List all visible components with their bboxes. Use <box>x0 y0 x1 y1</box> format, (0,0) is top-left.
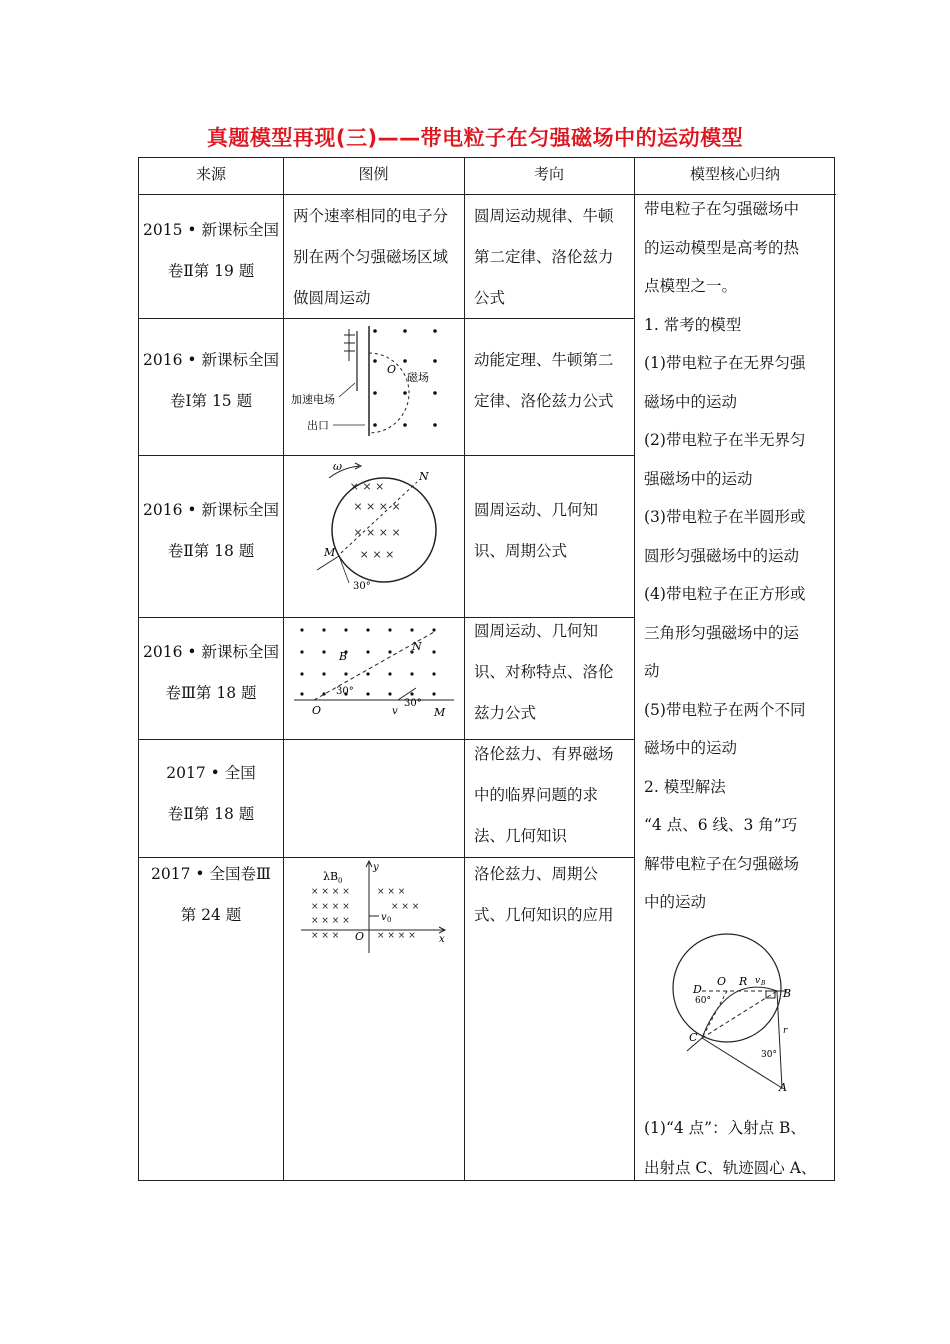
figure-accelerator <box>289 321 459 451</box>
accel-field-label: 磁场 <box>407 371 429 384</box>
svg-text:v: v <box>755 976 761 986</box>
accel-electric-label: 加速电场 <box>291 393 335 406</box>
svg-text:M: M <box>434 706 446 719</box>
svg-text:× × × ×: × × × × <box>353 500 401 513</box>
row1-source: 2015 • 新课标全国卷Ⅱ第 19 题 <box>143 221 279 280</box>
svg-text:A: A <box>779 1081 787 1093</box>
svg-text:30°: 30° <box>404 698 422 709</box>
row6-source: 2017 • 全国卷Ⅲ第 24 题 <box>151 865 271 924</box>
svg-text:M: M <box>324 546 336 559</box>
svg-text:B: B <box>339 650 348 663</box>
svg-text:λB: λB <box>323 870 339 883</box>
svg-text:x: x <box>439 934 445 945</box>
row3-topic: 圆周运动、几何知识、周期公式 <box>474 501 599 560</box>
summary-tail: (1)“4 点”：入射点 B、 出射点 C、轨迹圆心 A、 <box>644 1119 817 1177</box>
svg-text:× × ×: × × × <box>311 931 340 941</box>
svg-text:B: B <box>783 987 792 1000</box>
figure-four-points <box>667 933 812 1093</box>
svg-text:0: 0 <box>387 916 392 924</box>
header-topic: 考向 <box>533 165 564 183</box>
summary-text: 带电粒子在匀强磁场中 的运动模型是高考的热 点模型之一。 1. 常考的模型 (1)带电粒子在无界匀强 磁场中的运动 (2)带电粒子在半无界匀 强磁场中的运动 (3)带电粒子在半圆形或 圆形匀强磁场中的运动 (4)带电粒子在正方形或 三角形匀强磁场中的运 动 (5)带电粒子在两个不同 磁场中的运动 2. 模型解法 “4 点、6 线、3 角”巧 解带电粒子在匀强磁场 中的运动 <box>644 200 806 911</box>
svg-text:N: N <box>412 640 422 653</box>
svg-text:× × ×: × × × <box>391 902 420 912</box>
svg-text:60°: 60° <box>695 996 711 1006</box>
page-title: 真题模型再现(三)——带电粒子在匀强磁场中的运动模型 <box>206 126 744 150</box>
header-source: 来源 <box>195 165 226 183</box>
svg-text:× × × ×: × × × × <box>377 931 416 941</box>
svg-text:× × × ×: × × × × <box>311 902 350 912</box>
svg-text:× × ×: × × × <box>377 887 406 897</box>
row5-topic: 洛伦兹力、有界磁场中的临界问题的求法、几何知识 <box>474 745 614 845</box>
svg-text:30°: 30° <box>336 686 354 697</box>
svg-text:v: v <box>392 706 398 717</box>
svg-text:D: D <box>693 983 702 996</box>
svg-text:C: C <box>689 1031 698 1044</box>
svg-text:O: O <box>312 704 322 717</box>
figure-dotted-field <box>294 620 459 735</box>
row2-source: 2016 • 新课标全国卷Ⅰ第 15 题 <box>143 351 279 410</box>
svg-text:0: 0 <box>338 877 343 885</box>
svg-text:× × × ×: × × × × <box>311 887 350 897</box>
svg-text:30°: 30° <box>761 1050 777 1060</box>
svg-text:ω: ω <box>333 460 342 473</box>
figure-circle-field <box>309 458 459 613</box>
row3-source: 2016 • 新课标全国卷Ⅱ第 18 题 <box>143 501 279 560</box>
svg-text:v: v <box>381 912 387 923</box>
svg-text:× × ×: × × × <box>349 480 385 493</box>
header-figure: 图例 <box>358 165 389 183</box>
svg-text:O: O <box>355 930 365 943</box>
row1-topic: 圆周运动规律、牛顿第二定律、洛伦兹力公式 <box>474 207 614 307</box>
svg-text:B: B <box>761 980 766 987</box>
figure-axis-field <box>299 858 459 953</box>
svg-text:× × × ×: × × × × <box>311 916 350 926</box>
svg-text:30°: 30° <box>353 581 371 592</box>
accel-o-label: O <box>387 363 397 376</box>
accel-exit-label: 出口 <box>307 419 329 432</box>
svg-text:y: y <box>373 862 379 873</box>
row4-topic: 圆周运动、几何知识、对称特点、洛伦兹力公式 <box>474 622 614 722</box>
svg-text:r: r <box>783 1026 788 1036</box>
svg-text:O: O <box>717 975 727 988</box>
svg-text:× × × ×: × × × × <box>353 526 401 539</box>
row6-topic: 洛伦兹力、周期公式、几何知识的应用 <box>474 865 614 924</box>
svg-text:× × ×: × × × <box>359 548 395 561</box>
svg-text:R: R <box>739 975 748 988</box>
row4-source: 2016 • 新课标全国卷Ⅲ第 18 题 <box>143 643 279 702</box>
row1-figure-text: 两个速率相同的电子分别在两个匀强磁场区域做圆周运动 <box>293 207 449 307</box>
row5-source: 2017 • 全国卷Ⅱ第 18 题 <box>166 764 256 823</box>
model-table <box>138 157 835 1181</box>
row2-topic: 动能定理、牛顿第二定律、洛伦兹力公式 <box>474 351 614 410</box>
header-summary: 模型核心归纳 <box>689 165 780 183</box>
svg-text:N: N <box>419 470 429 483</box>
